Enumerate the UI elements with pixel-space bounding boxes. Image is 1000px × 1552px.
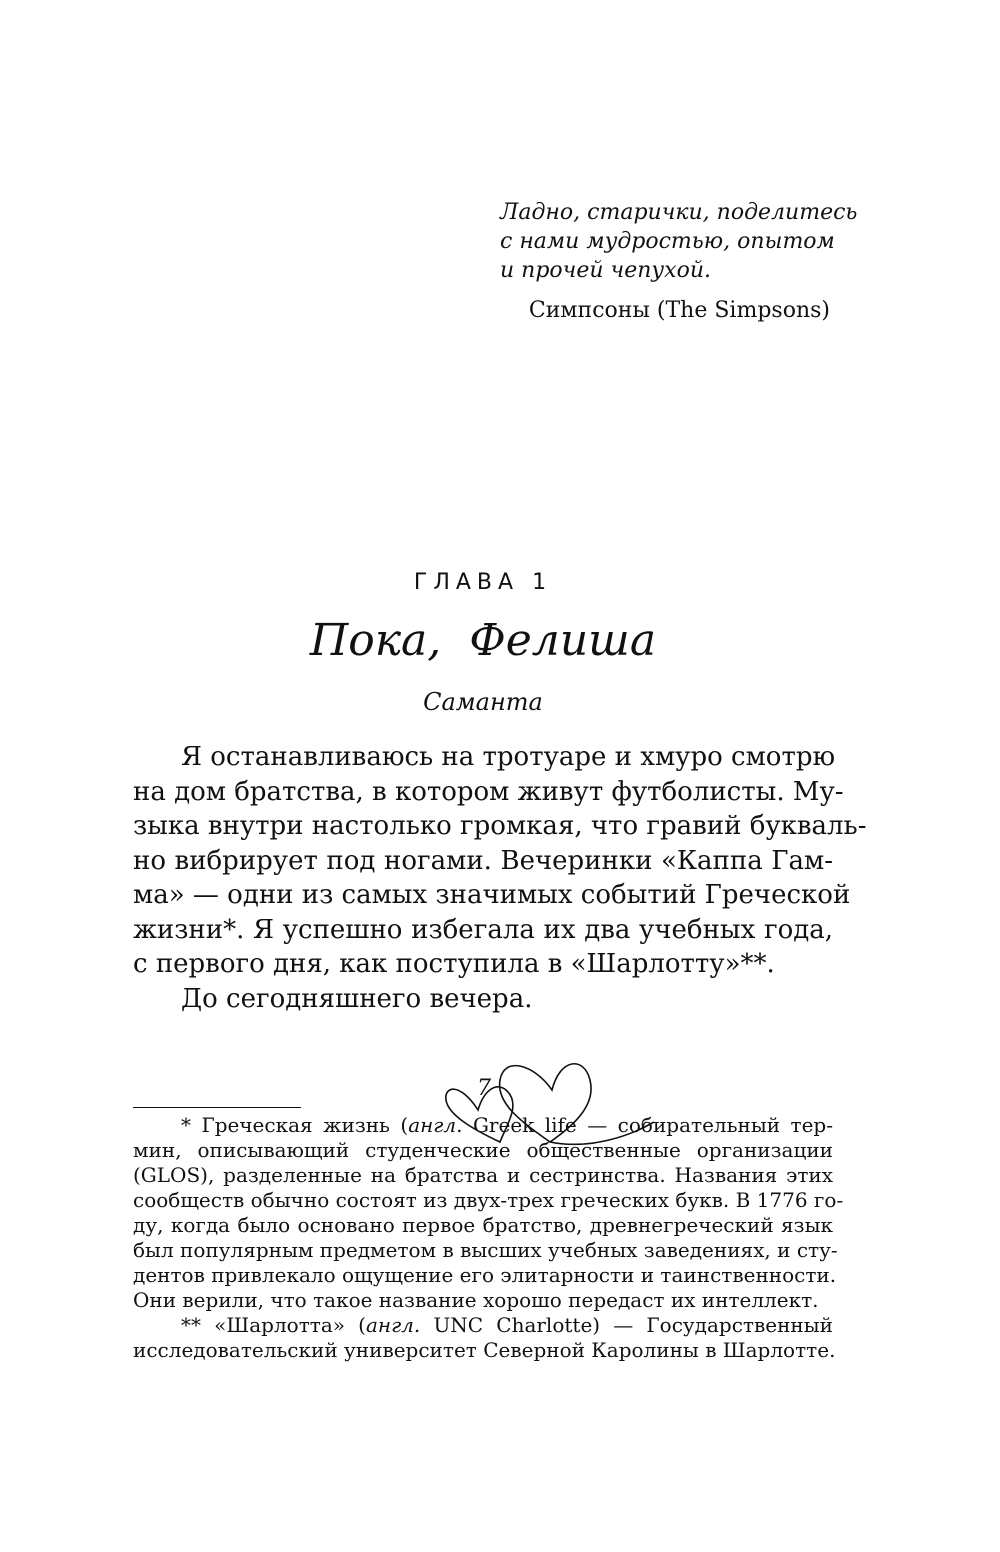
page-number: 7 bbox=[477, 1076, 491, 1101]
body-line: зыка внутри настолько громкая, что гравий букваль- bbox=[133, 811, 867, 841]
chapter-narrator: Саманта bbox=[423, 688, 543, 716]
footnote-text: ** «Шарлотта» ( bbox=[181, 1313, 366, 1337]
footnote-line: был популярным предметом в высших учебных заведениях, и сту- bbox=[133, 1238, 838, 1262]
footnote-line: исследовательский университет Северной Каролины в Шарлотте. bbox=[133, 1338, 836, 1362]
epigraph-line: Ладно, старички, поделитесь bbox=[500, 200, 858, 225]
hearts-ornament-icon bbox=[440, 1030, 660, 1150]
footnote-line: сообществ обычно состоят из двух-трех греческих букв. В 1776 го- bbox=[133, 1188, 844, 1212]
body-line: на дом братства, в котором живут футболисты. Му- bbox=[133, 776, 844, 807]
footnote-abbr: англ. bbox=[365, 1313, 421, 1337]
footnote-line: дентов привлекало ощущение его элитарности и таинственности. bbox=[133, 1263, 837, 1287]
footnote-line: (GLOS), разделенные на братства и сестринства. Названия этих bbox=[133, 1163, 833, 1187]
footnote-text: * Греческая жизнь ( bbox=[181, 1113, 409, 1137]
body-line: жизни*. Я успешно избегала их два учебных года, bbox=[133, 914, 833, 945]
footnote-line: мин, описывающий студенческие общественные организации bbox=[133, 1138, 833, 1162]
chapter-title: Пока, Фелиша bbox=[309, 615, 657, 666]
body-line: с первого дня, как поступила в «Шарлотту»**. bbox=[133, 949, 775, 979]
footnote-line: ду, когда было основано первое братство, древнегреческий язык bbox=[133, 1213, 833, 1237]
epigraph-source: Симпсоны (The Simpsons) bbox=[528, 298, 830, 323]
footnote-line bbox=[133, 1313, 833, 1338]
body-line: но вибрирует под ногами. Вечеринки «Каппа Гам- bbox=[133, 845, 833, 876]
body-line: ма» — одни из самых значимых событий Греческой bbox=[133, 880, 851, 910]
epigraph-line: и прочей чепухой. bbox=[500, 258, 711, 283]
epigraph-line: с нами мудростью, опытом bbox=[500, 229, 835, 254]
footnotes bbox=[133, 1113, 844, 1363]
footnote-text: UNC Charlotte) — Государственный bbox=[420, 1313, 833, 1337]
chapter-label: ГЛАВА 1 bbox=[413, 570, 553, 595]
epigraph bbox=[500, 198, 858, 323]
body-text bbox=[133, 740, 867, 1016]
footnote-line: Они верили, что такое название хорошо передаст их интеллект. bbox=[133, 1288, 819, 1312]
footnote-abbr: англ. bbox=[408, 1113, 463, 1137]
body-line: Я останавливаюсь на тротуаре и хмуро смотрю bbox=[181, 742, 836, 772]
footnote-text: Greek life — собирательный тер- bbox=[462, 1113, 833, 1137]
footnote-divider bbox=[133, 1107, 301, 1108]
body-line: До сегодняшнего вечера. bbox=[181, 983, 533, 1014]
